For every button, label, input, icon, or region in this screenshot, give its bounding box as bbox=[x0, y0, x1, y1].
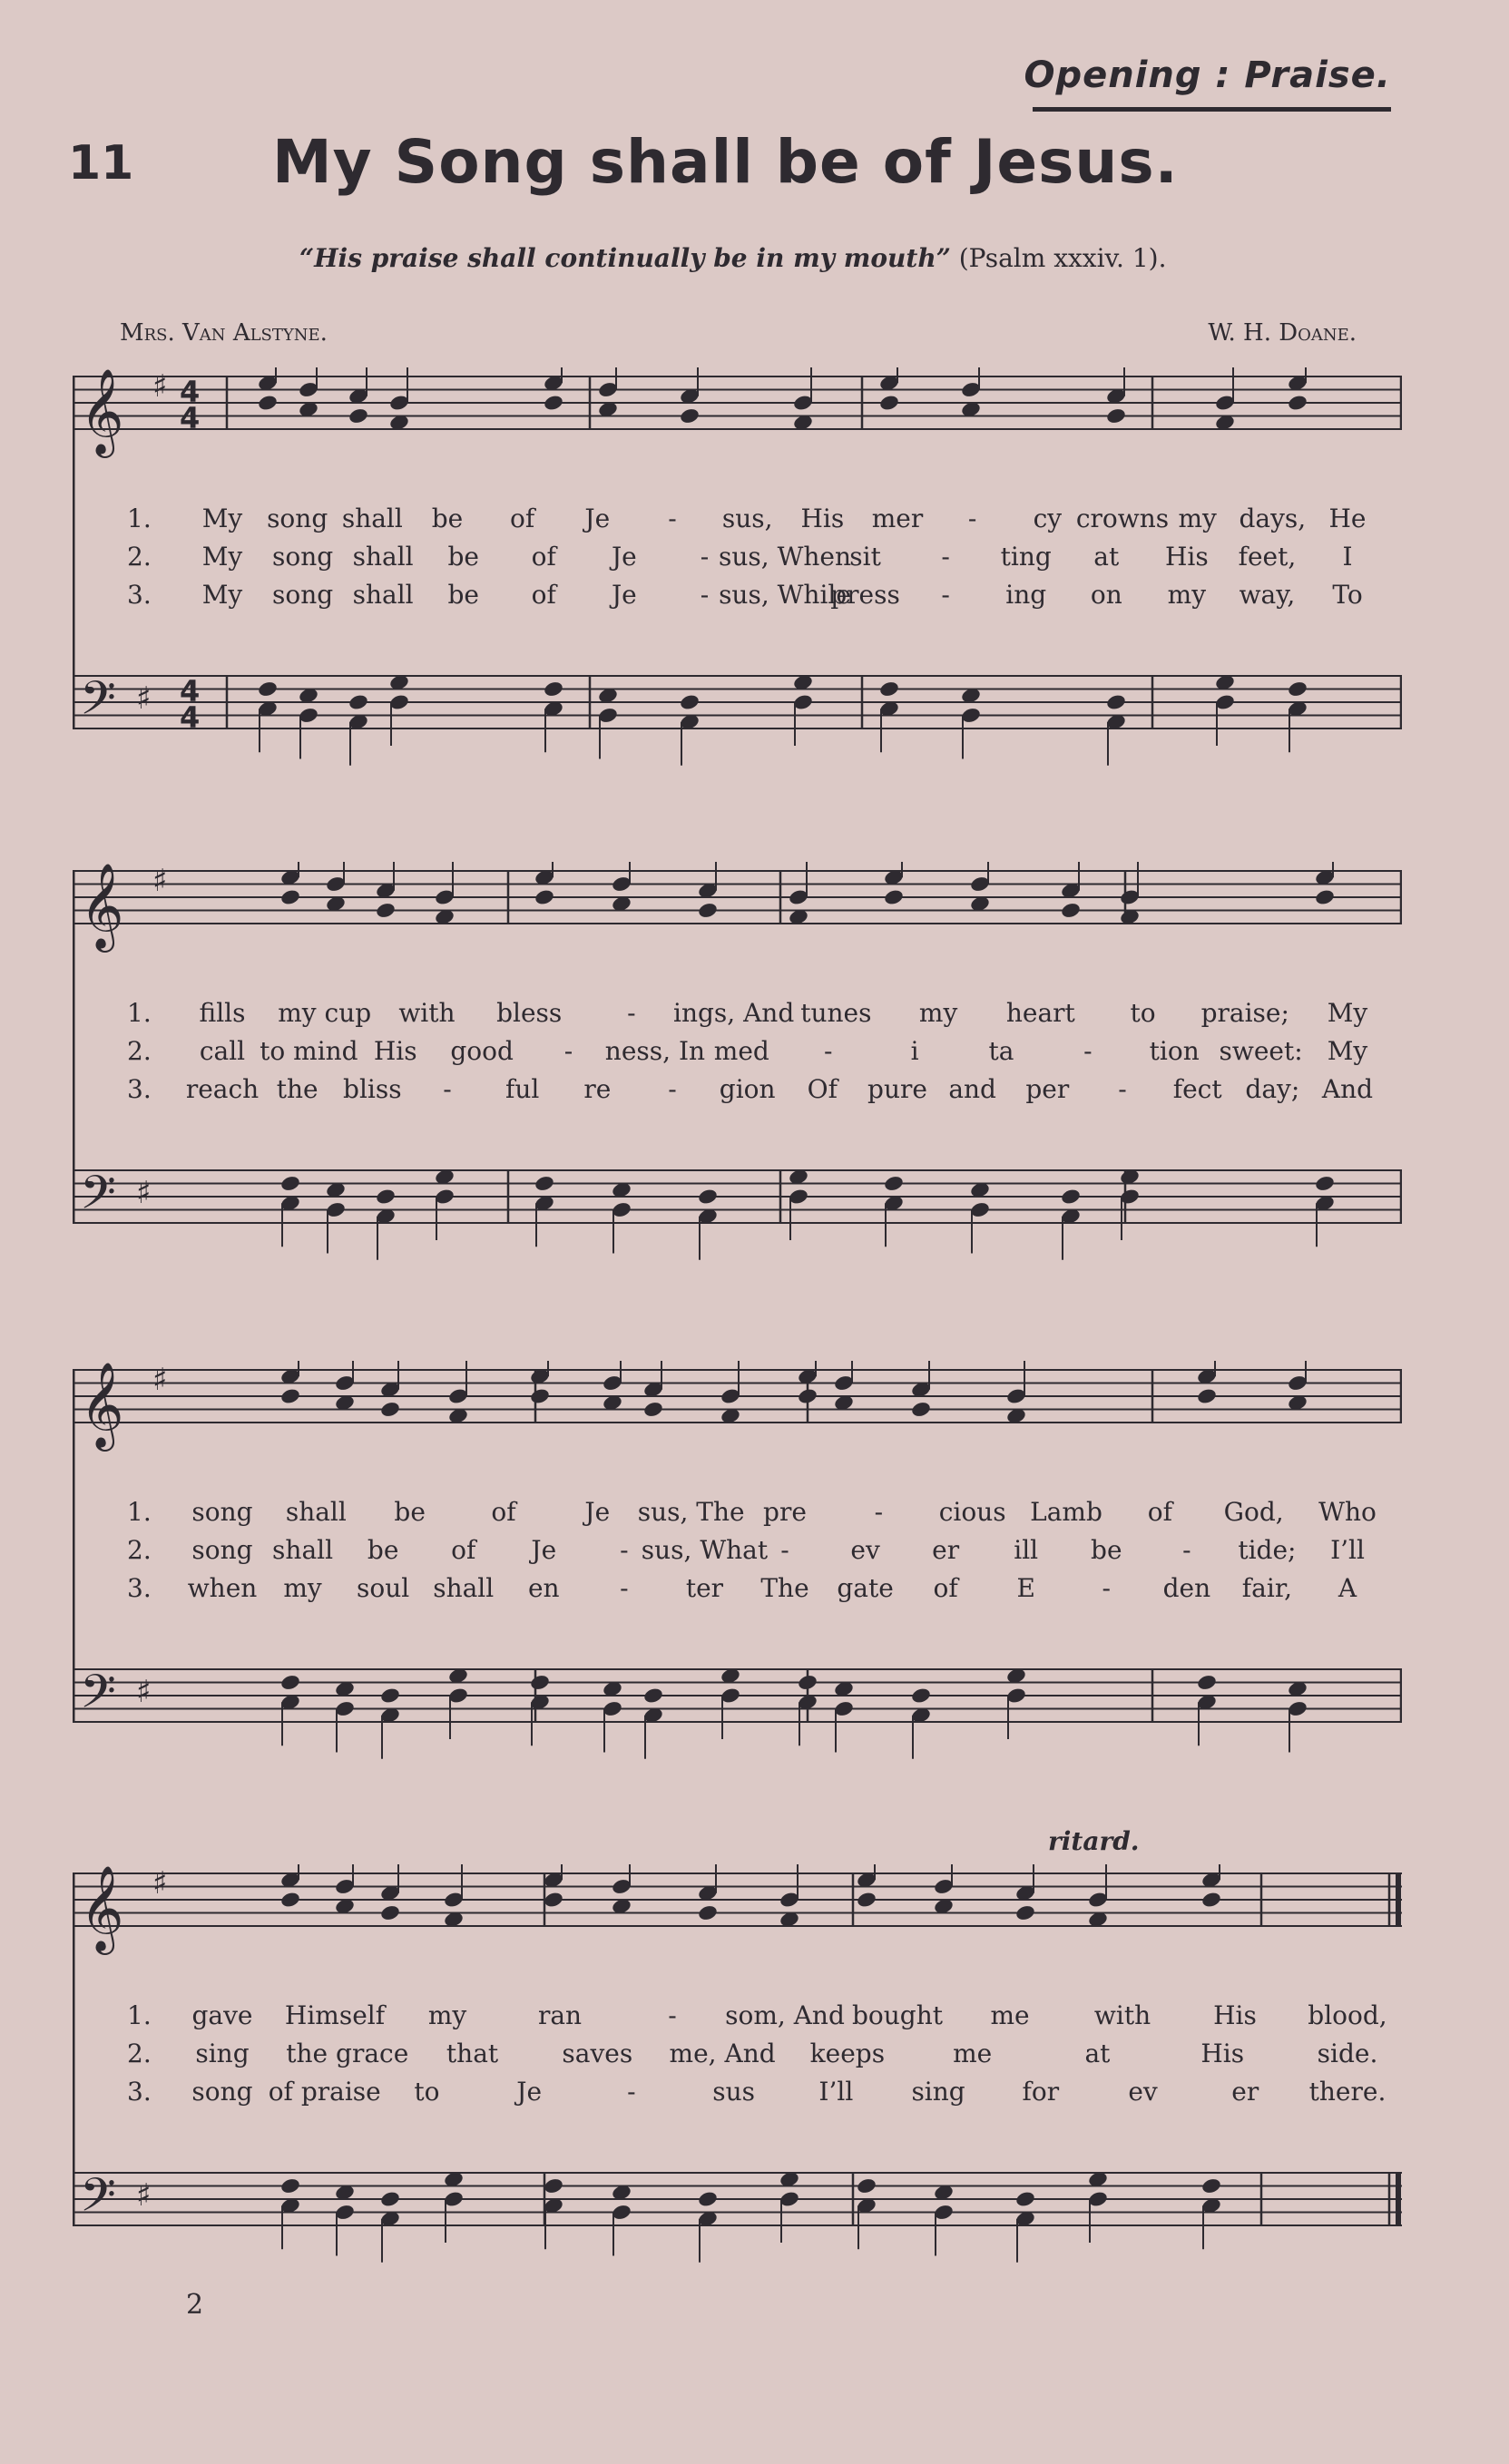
sharp-icon: ♯ bbox=[136, 1175, 152, 1211]
treble-note bbox=[697, 902, 719, 920]
epigraph bbox=[299, 243, 1166, 273]
lyric-syllable: ness, In bbox=[604, 1036, 706, 1066]
lyric-syllable: My bbox=[1327, 998, 1368, 1028]
lyric-syllable: bought bbox=[851, 2000, 944, 2030]
lyric-syllable: my bbox=[1178, 504, 1217, 533]
treble-clef-icon: 𝄞 bbox=[80, 863, 124, 949]
lyric-line-verse-3 bbox=[73, 580, 1402, 616]
treble-time-signature-top: 4 bbox=[180, 375, 201, 409]
page-number: 2 bbox=[186, 2289, 204, 2321]
syllable-hyphen: - bbox=[823, 1036, 833, 1066]
lyric-syllable: of bbox=[451, 1535, 476, 1565]
lyric-syllable: fect bbox=[1172, 1074, 1222, 1104]
bass-clef-icon: 𝄢 bbox=[80, 1664, 116, 1730]
section-label: Opening : Praise. bbox=[1024, 54, 1391, 96]
lyric-syllable: mer bbox=[871, 504, 924, 533]
lyric-syllable: Je bbox=[611, 580, 637, 610]
lyric-syllable: be bbox=[394, 1497, 426, 1527]
lyric-syllable: He bbox=[1328, 504, 1367, 533]
lyric-syllable: His bbox=[1213, 2000, 1257, 2030]
bass-note bbox=[279, 2177, 301, 2195]
lyric-syllable: en bbox=[527, 1573, 560, 1603]
treble-note bbox=[279, 1891, 301, 1909]
section-rule bbox=[1033, 107, 1391, 112]
verse-number: 1. bbox=[127, 1497, 152, 1527]
verse-number: 2. bbox=[127, 542, 152, 572]
lyric-syllable: pure bbox=[867, 1074, 927, 1104]
hymn-number: 11 bbox=[68, 136, 134, 191]
bass-note bbox=[883, 1175, 905, 1193]
bass-note bbox=[279, 1674, 301, 1692]
sharp-icon: ♯ bbox=[152, 863, 168, 899]
treble-note bbox=[1196, 1387, 1218, 1405]
lyric-syllable: sing bbox=[195, 2039, 250, 2068]
lyric-syllable: be bbox=[431, 504, 464, 533]
lyric-syllable: day; bbox=[1245, 1074, 1300, 1104]
lyric-syllable: be bbox=[1091, 1535, 1122, 1565]
bass-note bbox=[1014, 2190, 1036, 2208]
music-system-1 bbox=[73, 367, 1402, 785]
syllable-hyphen: - bbox=[941, 580, 950, 610]
music-system-4 bbox=[73, 1826, 1402, 2282]
treble-time-signature-bottom: 4 bbox=[180, 401, 201, 435]
treble-note bbox=[1287, 394, 1308, 412]
bass-note bbox=[679, 693, 701, 711]
lyric-syllable: shall bbox=[272, 1535, 334, 1565]
lyric-syllable: The bbox=[760, 1573, 809, 1603]
words-credit: Mrs. Van Alstyne. bbox=[120, 319, 328, 347]
lyric-syllable: way, bbox=[1239, 580, 1296, 610]
lyric-syllable: be bbox=[447, 580, 479, 610]
lyric-syllable: crowns bbox=[1075, 504, 1170, 533]
lyric-syllable: shall bbox=[341, 504, 403, 533]
lyric-syllable: to bbox=[1130, 998, 1156, 1028]
lyric-syllable: at bbox=[1093, 542, 1120, 572]
lyric-syllable: soul bbox=[357, 1573, 410, 1603]
bass-time-signature-bottom: 4 bbox=[180, 700, 201, 735]
lyric-syllable: there. bbox=[1308, 2077, 1387, 2107]
bass-clef-icon: 𝄢 bbox=[80, 670, 116, 737]
bass-note bbox=[1200, 2177, 1222, 2195]
lyric-syllable: er bbox=[1231, 2077, 1259, 2107]
lyric-syllable: saves bbox=[562, 2039, 633, 2068]
lyric-syllable: the grace bbox=[286, 2039, 409, 2068]
treble-note bbox=[543, 394, 564, 412]
lyric-syllable: ting bbox=[1000, 542, 1052, 572]
syllable-hyphen: - bbox=[668, 1074, 677, 1104]
treble-note bbox=[543, 1891, 564, 1909]
syllable-hyphen: - bbox=[1083, 1036, 1093, 1066]
treble-note bbox=[375, 902, 397, 920]
lyric-syllable: song bbox=[191, 1535, 253, 1565]
sharp-icon: ♯ bbox=[152, 1865, 168, 1902]
music-system-2 bbox=[73, 862, 1402, 1279]
lyric-syllable: song bbox=[267, 504, 328, 533]
lyric-syllable: ta bbox=[988, 1036, 1014, 1066]
lyric-syllable: shall bbox=[352, 542, 414, 572]
bass-note bbox=[379, 2190, 401, 2208]
bass-note bbox=[279, 1175, 301, 1193]
treble-note bbox=[529, 1387, 551, 1405]
treble-note bbox=[1314, 888, 1336, 906]
lyric-syllable: I bbox=[1342, 542, 1353, 572]
lyric-syllable: feet, bbox=[1238, 542, 1297, 572]
lyric-syllable: sus, What bbox=[641, 1535, 769, 1565]
syllable-hyphen: - bbox=[668, 504, 677, 533]
lyric-syllable: ev bbox=[1128, 2077, 1158, 2107]
lyric-syllable: per bbox=[1025, 1074, 1070, 1104]
syllable-hyphen: - bbox=[941, 542, 950, 572]
lyric-syllable: gion bbox=[719, 1074, 776, 1104]
lyric-syllable: of praise bbox=[268, 2077, 381, 2107]
bass-time-signature-top: 4 bbox=[180, 674, 201, 709]
syllable-hyphen: - bbox=[700, 542, 710, 572]
lyric-syllable: Je bbox=[531, 1535, 557, 1565]
lyric-syllable: tide; bbox=[1238, 1535, 1297, 1565]
syllable-hyphen: - bbox=[967, 504, 977, 533]
lyric-syllable: and bbox=[948, 1074, 996, 1104]
lyric-syllable: press bbox=[830, 580, 900, 610]
verse-number: 3. bbox=[127, 2077, 152, 2107]
lyric-syllable: bliss bbox=[343, 1074, 402, 1104]
lyric-syllable: God, bbox=[1223, 1497, 1284, 1527]
syllable-hyphen: - bbox=[443, 1074, 452, 1104]
syllable-hyphen: - bbox=[1102, 1573, 1112, 1603]
lyric-syllable: sus, When bbox=[719, 542, 851, 572]
lyric-syllable: sweet: bbox=[1219, 1036, 1303, 1066]
bass-note bbox=[375, 1188, 397, 1206]
lyric-syllable: of bbox=[531, 542, 556, 572]
lyric-syllable: tion bbox=[1149, 1036, 1200, 1066]
lyric-line-verse-1 bbox=[73, 2000, 1402, 2037]
lyric-syllable: ill bbox=[1014, 1535, 1039, 1565]
lyric-syllable: side. bbox=[1317, 2039, 1378, 2068]
lyric-syllable: sus, The bbox=[637, 1497, 745, 1527]
lyric-syllable: A bbox=[1338, 1573, 1357, 1603]
music-system-3 bbox=[73, 1361, 1402, 1778]
lyric-syllable: And bbox=[1321, 1074, 1374, 1104]
lyric-syllable: My bbox=[1327, 1036, 1368, 1066]
lyric-syllable: the bbox=[276, 1074, 318, 1104]
verse-number: 1. bbox=[127, 998, 152, 1028]
lyric-syllable: E bbox=[1016, 1573, 1035, 1603]
syllable-hyphen: - bbox=[563, 1036, 573, 1066]
lyric-syllable: My bbox=[201, 504, 243, 533]
lyric-syllable: gate bbox=[837, 1573, 894, 1603]
lyric-syllable: shall bbox=[352, 580, 414, 610]
lyric-syllable: ev bbox=[850, 1535, 880, 1565]
lyric-syllable: i bbox=[910, 1036, 919, 1066]
lyric-syllable: sus bbox=[712, 2077, 756, 2107]
treble-note bbox=[348, 407, 369, 425]
tempo-mark: ritard. bbox=[1048, 1826, 1140, 1856]
lyric-syllable: reach bbox=[185, 1074, 260, 1104]
syllable-hyphen: - bbox=[620, 1535, 629, 1565]
lyric-syllable: ter bbox=[685, 1573, 724, 1603]
treble-note bbox=[379, 1401, 401, 1419]
lyric-syllable: call bbox=[199, 1036, 246, 1066]
bass-note bbox=[642, 1687, 664, 1705]
lyric-syllable: at bbox=[1084, 2039, 1111, 2068]
lyric-syllable: His bbox=[1164, 542, 1209, 572]
treble-clef-icon: 𝄞 bbox=[80, 1362, 124, 1448]
lyric-syllable: som, And bbox=[725, 2000, 845, 2030]
lyric-syllable: den bbox=[1162, 1573, 1211, 1603]
verse-number: 2. bbox=[127, 1535, 152, 1565]
bass-note bbox=[856, 2177, 877, 2195]
lyric-syllable: days, bbox=[1239, 504, 1307, 533]
bass-note bbox=[1105, 693, 1127, 711]
lyric-syllable: pre bbox=[763, 1497, 807, 1527]
lyric-syllable: song bbox=[271, 542, 334, 572]
lyric-syllable: tunes bbox=[800, 998, 872, 1028]
lyric-syllable: to bbox=[414, 2077, 440, 2107]
lyric-line-verse-2 bbox=[73, 1535, 1402, 1571]
lyric-syllable: of bbox=[510, 504, 535, 533]
treble-note bbox=[279, 888, 301, 906]
lyric-syllable: heart bbox=[1005, 998, 1075, 1028]
lyric-syllable: with bbox=[398, 998, 456, 1028]
lyric-syllable: sus, bbox=[721, 504, 773, 533]
bass-note bbox=[1287, 680, 1308, 699]
lyric-syllable: shall bbox=[433, 1573, 495, 1603]
sharp-icon: ♯ bbox=[136, 680, 152, 717]
syllable-hyphen: - bbox=[627, 2077, 636, 2107]
lyric-syllable: fills bbox=[199, 998, 246, 1028]
lyric-syllable: when bbox=[187, 1573, 258, 1603]
lyric-syllable: ful bbox=[505, 1074, 540, 1104]
bass-clef-icon: 𝄢 bbox=[80, 2167, 116, 2234]
lyric-syllable: my bbox=[283, 1573, 322, 1603]
lyric-syllable: ran bbox=[537, 2000, 583, 2030]
treble-note bbox=[379, 1904, 401, 1922]
lyric-syllable: me bbox=[990, 2000, 1030, 2030]
lyric-syllable: fair, bbox=[1241, 1573, 1293, 1603]
lyric-syllable: of bbox=[933, 1573, 958, 1603]
treble-note bbox=[257, 394, 279, 412]
treble-note bbox=[1014, 1904, 1036, 1922]
syllable-hyphen: - bbox=[627, 998, 636, 1028]
bass-note bbox=[1196, 1674, 1218, 1692]
lyric-syllable: I’ll bbox=[1330, 1535, 1365, 1565]
lyric-syllable: His bbox=[800, 504, 845, 533]
verse-number: 2. bbox=[127, 2039, 152, 2068]
lyric-syllable: song bbox=[191, 1497, 253, 1527]
bass-note bbox=[1060, 1188, 1082, 1206]
treble-note bbox=[697, 1904, 719, 1922]
lyric-syllable: my bbox=[1167, 580, 1207, 610]
verse-number: 1. bbox=[127, 2000, 152, 2030]
lyric-syllable: shall bbox=[285, 1497, 347, 1527]
lyric-line-verse-3 bbox=[73, 2077, 1402, 2113]
lyric-syllable: bless bbox=[496, 998, 563, 1028]
lyric-syllable: I’ll bbox=[818, 2077, 854, 2107]
sharp-icon: ♯ bbox=[136, 2177, 152, 2214]
lyric-syllable: ing bbox=[1005, 580, 1047, 610]
lyric-syllable: Lamb bbox=[1030, 1497, 1102, 1527]
syllable-hyphen: - bbox=[700, 580, 710, 610]
lyric-syllable: sit bbox=[849, 542, 881, 572]
lyric-line-verse-2 bbox=[73, 1036, 1402, 1072]
lyric-syllable: to mind bbox=[260, 1036, 358, 1066]
lyric-syllable: cious bbox=[938, 1497, 1006, 1527]
treble-note bbox=[878, 394, 900, 412]
syllable-hyphen: - bbox=[1182, 1535, 1191, 1565]
lyric-syllable: for bbox=[1022, 2077, 1060, 2107]
verse-number: 3. bbox=[127, 580, 152, 610]
lyric-syllable: Himself bbox=[284, 2000, 386, 2030]
lyric-syllable: sing bbox=[911, 2077, 965, 2107]
bass-note bbox=[878, 680, 900, 699]
lyric-syllable: sus, While bbox=[719, 580, 851, 610]
lyric-syllable: praise; bbox=[1200, 998, 1289, 1028]
syllable-hyphen: - bbox=[1118, 1074, 1127, 1104]
bass-note bbox=[910, 1687, 932, 1705]
treble-note bbox=[1060, 902, 1082, 920]
hymn-title: My Song shall be of Jesus. bbox=[272, 127, 1179, 197]
bass-note bbox=[257, 680, 279, 699]
syllable-hyphen: - bbox=[668, 2000, 677, 2030]
lyric-syllable: re bbox=[583, 1074, 612, 1104]
lyric-syllable: good bbox=[450, 1036, 514, 1066]
lyric-syllable: Je bbox=[611, 542, 637, 572]
sharp-icon: ♯ bbox=[152, 368, 168, 405]
treble-note bbox=[534, 888, 555, 906]
treble-note bbox=[679, 407, 701, 425]
bass-note bbox=[797, 1674, 818, 1692]
bass-note bbox=[697, 1188, 719, 1206]
treble-note bbox=[856, 1891, 877, 1909]
epigraph-quote: “His praise shall continually be in my mouth” bbox=[299, 243, 951, 273]
treble-note bbox=[883, 888, 905, 906]
bass-note bbox=[1314, 1175, 1336, 1193]
verse-number: 3. bbox=[127, 1074, 152, 1104]
lyric-syllable: that bbox=[446, 2039, 499, 2068]
treble-note bbox=[642, 1401, 664, 1419]
bass-note bbox=[697, 2190, 719, 2208]
lyric-syllable: with bbox=[1093, 2000, 1151, 2030]
sharp-icon: ♯ bbox=[136, 1674, 152, 1710]
lyric-syllable: of bbox=[1147, 1497, 1172, 1527]
lyric-syllable: My bbox=[201, 542, 243, 572]
lyric-line-verse-1 bbox=[73, 1497, 1402, 1533]
verse-number: 2. bbox=[127, 1036, 152, 1066]
bass-note bbox=[543, 680, 564, 699]
lyric-syllable: my bbox=[427, 2000, 467, 2030]
lyric-syllable: be bbox=[447, 542, 479, 572]
epigraph-reference: (Psalm xxxiv. 1). bbox=[958, 243, 1167, 273]
bass-clef-icon: 𝄢 bbox=[80, 1165, 116, 1231]
lyric-syllable: ings, And bbox=[672, 998, 795, 1028]
lyric-line-verse-2 bbox=[73, 542, 1402, 578]
lyric-syllable: me bbox=[953, 2039, 993, 2068]
music-credit: W. H. Doane. bbox=[1208, 319, 1357, 347]
lyric-syllable: His bbox=[1200, 2039, 1245, 2068]
bass-note bbox=[529, 1674, 551, 1692]
verse-number: 3. bbox=[127, 1573, 152, 1603]
lyric-syllable: med bbox=[713, 1036, 769, 1066]
lyric-syllable: on bbox=[1090, 580, 1122, 610]
lyric-line-verse-2 bbox=[73, 2039, 1402, 2075]
treble-clef-icon: 𝄞 bbox=[80, 1865, 124, 1951]
syllable-hyphen: - bbox=[780, 1535, 789, 1565]
treble-note bbox=[1105, 407, 1127, 425]
lyric-syllable: keeps bbox=[809, 2039, 886, 2068]
bass-note bbox=[534, 1175, 555, 1193]
lyric-syllable: er bbox=[932, 1535, 960, 1565]
lyric-syllable: To bbox=[1332, 580, 1363, 610]
treble-note bbox=[279, 1387, 301, 1405]
lyric-syllable: my cup bbox=[278, 998, 372, 1028]
syllable-hyphen: - bbox=[620, 1573, 629, 1603]
lyric-syllable: His bbox=[373, 1036, 417, 1066]
lyric-syllable: Je bbox=[516, 2077, 543, 2107]
treble-note bbox=[797, 1387, 818, 1405]
verse-number: 1. bbox=[127, 504, 152, 533]
lyric-syllable: blood, bbox=[1308, 2000, 1387, 2030]
lyric-syllable: Of bbox=[807, 1074, 838, 1104]
lyric-syllable: of bbox=[491, 1497, 516, 1527]
lyric-line-verse-3 bbox=[73, 1074, 1402, 1110]
bass-note bbox=[379, 1687, 401, 1705]
lyric-line-verse-3 bbox=[73, 1573, 1402, 1609]
lyric-syllable: gave bbox=[191, 2000, 253, 2030]
lyric-syllable: My bbox=[201, 580, 243, 610]
lyric-line-verse-1 bbox=[73, 504, 1402, 540]
lyric-syllable: be bbox=[367, 1535, 399, 1565]
lyric-syllable: Who bbox=[1318, 1497, 1377, 1527]
treble-note bbox=[910, 1401, 932, 1419]
lyric-syllable: of bbox=[531, 580, 556, 610]
lyric-syllable: my bbox=[918, 998, 958, 1028]
lyric-syllable: me, And bbox=[669, 2039, 776, 2068]
lyric-syllable: Je bbox=[584, 504, 611, 533]
syllable-hyphen: - bbox=[874, 1497, 884, 1527]
lyric-syllable: cy bbox=[1033, 504, 1063, 533]
treble-clef-icon: 𝄞 bbox=[80, 368, 124, 455]
bass-note bbox=[543, 2177, 564, 2195]
lyric-syllable: song bbox=[271, 580, 334, 610]
treble-note bbox=[1200, 1891, 1222, 1909]
lyric-syllable: song bbox=[191, 2077, 253, 2107]
sharp-icon: ♯ bbox=[152, 1362, 168, 1398]
lyric-syllable: Je bbox=[584, 1497, 611, 1527]
lyric-line-verse-1 bbox=[73, 998, 1402, 1034]
bass-note bbox=[348, 693, 369, 711]
